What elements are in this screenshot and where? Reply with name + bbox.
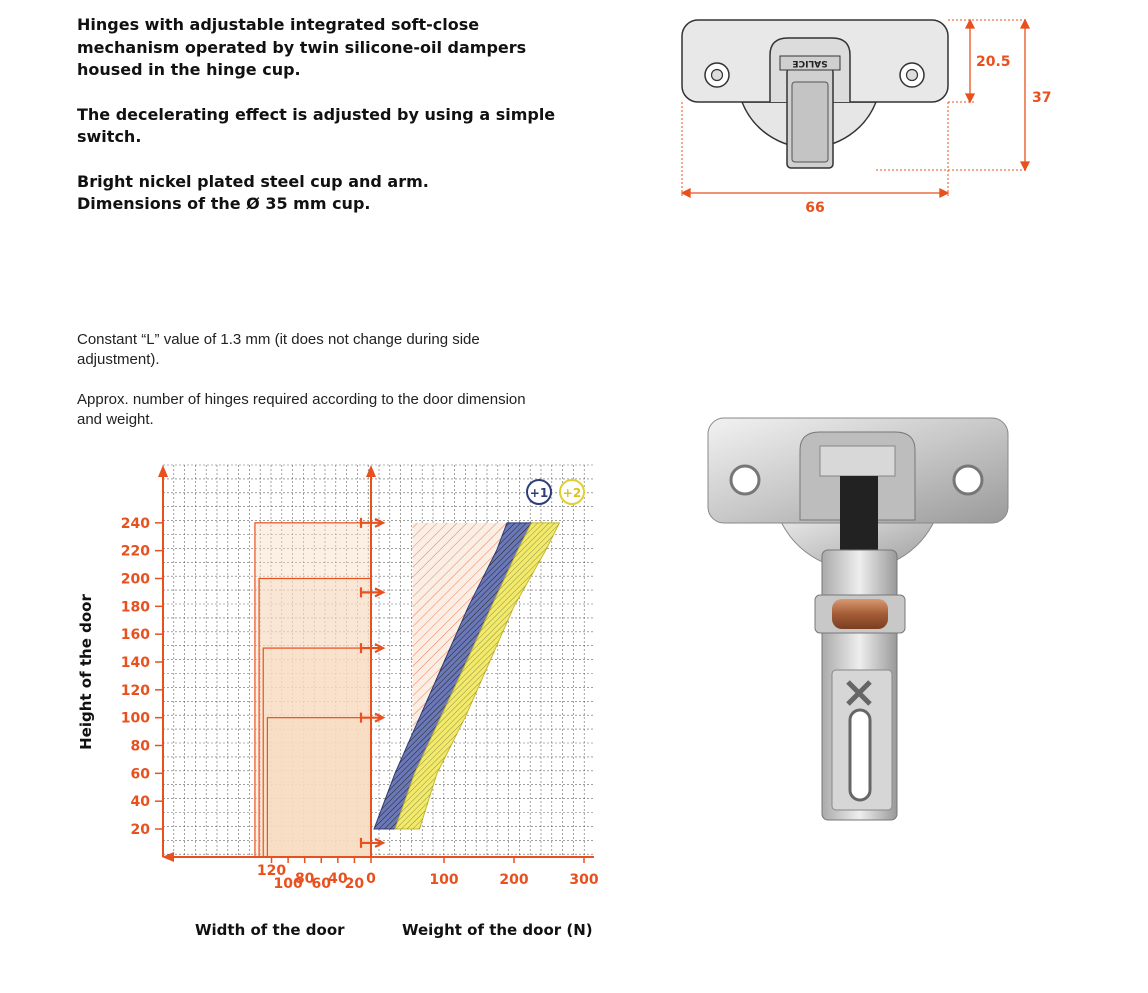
- legend-label: +1: [529, 486, 549, 500]
- y-tick-label: 20: [130, 822, 150, 838]
- x-axis-title-width: Width of the door: [195, 921, 345, 939]
- y-tick-label: 160: [120, 627, 150, 644]
- hinge-dimension-drawing: [670, 10, 1070, 225]
- hinge-product-image: [700, 410, 1020, 830]
- dimension-20-5: 20.5: [976, 54, 1011, 70]
- y-axis-arrow-icon: [158, 465, 168, 477]
- y-tick-label: 60: [130, 766, 150, 783]
- width-zones: [255, 518, 383, 857]
- y-tick-label: 100: [120, 710, 150, 727]
- width-tick-label: 60: [311, 876, 332, 892]
- y-tick-label: 140: [120, 654, 150, 671]
- intro-text: [77, 14, 597, 238]
- width-zone-100: [267, 718, 371, 857]
- width-tick-label: 120: [256, 863, 287, 879]
- chart-legend: [527, 480, 584, 504]
- width-tick-label: 80: [294, 871, 315, 887]
- hinges-required-note: [77, 390, 597, 429]
- intro-paragraph-1: Hinges with adjustable integrated soft-close mechanism operated by twin silicone-oil dampers housed in the hinge cup.: [77, 15, 527, 79]
- y-axis-title: Height of the door: [77, 594, 95, 750]
- weight-tick-label: 200: [499, 872, 529, 888]
- hinges-required-text: Approx. number of hinges required according to the door dimension and weight.: [77, 391, 526, 428]
- y-tick-label: 40: [130, 794, 150, 811]
- y-tick-label: 200: [120, 571, 150, 588]
- y-tick-label: 240: [120, 515, 150, 532]
- l-value-text: Constant “L” value of 1.3 mm (it does not change during side adjustment).: [77, 331, 480, 368]
- divider-axis-arrow-icon: [366, 465, 376, 477]
- dimension-66: 66: [805, 200, 825, 216]
- brand-label: SALICE: [792, 58, 828, 68]
- width-tick-label: 20: [344, 876, 365, 892]
- intro-paragraph-3: Bright nickel plated steel cup and arm. Dimensions of the Ø 35 mm cup.: [77, 171, 429, 213]
- y-tick-label: 180: [120, 599, 150, 616]
- y-tick-label: 220: [120, 543, 150, 560]
- y-tick-label: 80: [130, 738, 150, 755]
- l-value-note: [77, 330, 597, 369]
- x-axis-title-weight: Weight of the door (N): [402, 921, 593, 939]
- legend-label: +2: [562, 486, 582, 500]
- weight-bands: [374, 523, 560, 829]
- dimension-37: 37: [1032, 90, 1052, 106]
- width-tick-label: 40: [328, 871, 348, 887]
- weight-tick-label: 300: [569, 872, 599, 888]
- intro-paragraph-2: The decelerating effect is adjusted by using a simple switch.: [77, 104, 556, 146]
- width-tick-label: 100: [273, 876, 303, 892]
- width-tick-label: 0: [366, 871, 376, 887]
- weight-tick-label: 100: [429, 872, 459, 888]
- y-tick-label: 120: [120, 682, 150, 699]
